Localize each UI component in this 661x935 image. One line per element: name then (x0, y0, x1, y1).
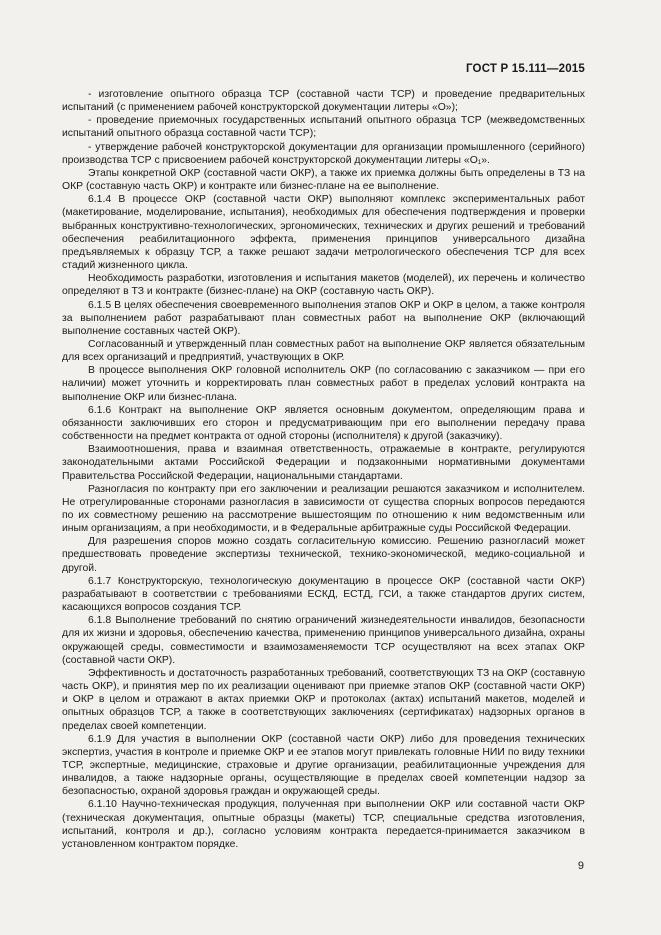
paragraph: - утверждение рабочей конструкторской документации для организации промышленного (серийного) производства ТСР с присвоением рабочей конструкторской документации литеры «О₁». (62, 141, 585, 166)
paragraph: В процессе выполнения ОКР головной исполнитель ОКР (по согласованию с заказчиком — при его наличии) может уточнить и корректировать план совместных работ в пределах условий контракта на выполнение ОКР или бизнес-плана. (62, 365, 585, 403)
paragraph: 6.1.8 Выполнение требований по снятию ограничений жизнедеятельности инвалидов, безопасности для их жизни и здоровья, обеспечению качества, применению принципов универсального дизайна, охраны окружающей среды, совместимости и взаимозаменяемости ТСР осуществляют на всех этапах ОКР (составной части ОКР). (62, 615, 585, 666)
paragraph: Согласованный и утвержденный план совместных работ на выполнение ОКР является обязательным для всех организаций и предприятий, участвующих в ОКР. (62, 338, 585, 364)
paragraph: 6.1.9 Для участия в выполнении ОКР (составной части ОКР) либо для проведения технических экспертиз, участия в контроле и приемке ОКР и ее этапов могут привлекать головные НИИ по виду техники ТСР, экспертные, медицинские, страховые и другие организации, реабилитационные учреждения для инвалидов, а также надзорные органы, осуществляющие в пределах своей компетенции надзор за безопасностью, охраной здоровья граждан и окружающей среды. (62, 733, 585, 798)
paragraph: - проведение приемочных государственных испытаний опытного образца ТСР (межведомственных испытаний опытного образца составной части ТСР); (62, 115, 585, 140)
paragraph: 6.1.5 В целях обеспечения своевременного выполнения этапов ОКР и ОКР в целом, а также контроля за выполнением работ разрабатывают план совместных работ на выполнение ОКР (включающий выполнение составных частей ОКР). (62, 299, 585, 337)
standard-header: ГОСТ Р 15.111—2015 (465, 63, 585, 75)
page-number: 9 (577, 860, 584, 872)
paragraph: Необходимость разработки, изготовления и испытания макетов (моделей), их перечень и количество определяют в ТЗ и контракте (бизнес-плане) на ОКР (составную часть ОКР). (62, 273, 585, 298)
paragraph: 6.1.10 Научно-техническая продукция, полученная при выполнении ОКР или составной части ОКР (техническая документация, опытные образцы (макеты) ТСР, специальные средства изготовления, испытаний, контроля и др.), согласно условиям контракта передается-принимается заказчиком в установленном контрактом порядке. (62, 799, 585, 850)
paragraph: Для разрешения споров можно создать согласительную комиссию. Решению разногласий может предшествовать проведение экспертизы технической, технико-экономической, медико-социальной и другой. (62, 536, 585, 574)
paragraph: 6.1.6 Контракт на выполнение ОКР является основным документом, определяющим права и обязанности заключивших его сторон и предусматривающим при его выполнении передачу права собственности на предмет контракта от одной стороны (исполнителя) к другой (заказчику). (62, 404, 585, 443)
paragraph: - изготовление опытного образца ТСР (составной части ТСР) и проведение предварительных испытаний (с применением рабочей конструкторской документации литеры «О»); (62, 89, 585, 114)
paragraph: Разногласия по контракту при его заключении и реализации решаются заказчиком и исполнителем. Не отрегулированные сторонами разногласия в зависимости от существа спорных вопросов передаются по их совместному решению на рассмотрение вышестоящим по отношению к ним ведомственным или иным организациям, а при необходимости, и в Федеральные арбитражные суды Российской Федерации. (62, 483, 585, 535)
paragraph: 6.1.7 Конструкторскую, технологическую документацию в процессе ОКР (составной части ОКР) разрабатывают в соответствии с требованиями ЕСКД, ЕСТД, ГСИ, а также стандартов других систем, касающихся вопросов создания ТСР. (62, 575, 585, 614)
paragraph: Эффективность и достаточность разработанных требований, соответствующих ТЗ на ОКР (составную часть ОКР), и принятия мер по их реализации оценивают при приемке этапов ОКР (составной части ОКР) и ОКР в целом и отражают в актах приемки ОКР и протоколах (актах) испытаний макетов, моделей и опытных образцов ТСР, а также в соответствующих заключениях (сертификатах) надзорных органов в пределах своей компетенции. (62, 667, 585, 732)
paragraph: Этапы конкретной ОКР (составной части ОКР), а также их приемка должны быть определены в ТЗ на ОКР (составную часть ОКР) и контракте или бизнес-плане на ее выполнение. (62, 167, 585, 193)
paragraph: Взаимоотношения, права и взаимная ответственность, отражаемые в контракте, регулируются законодательными актами Российской Федерации и подзаконными нормативными документами Правительства Российской Федерации, национальными стандартами. (62, 444, 585, 482)
paragraph: 6.1.4 В процессе ОКР (составной части ОКР) выполняют комплекс экспериментальных работ (макетирование, моделирование, испытания), необходимых для обеспечения подтверждения и проверки выбранных конструктивно-технологических, эргономических, технических и других решений и требований обеспечения реабилитационного эффекта, применения принципов универсального дизайна предъявляемых к образцу ТСР, а также решают задачи метрологического обеспечения ТСР для всех стадий жизненного цикла. (62, 194, 585, 272)
body-text (62, 88, 585, 851)
